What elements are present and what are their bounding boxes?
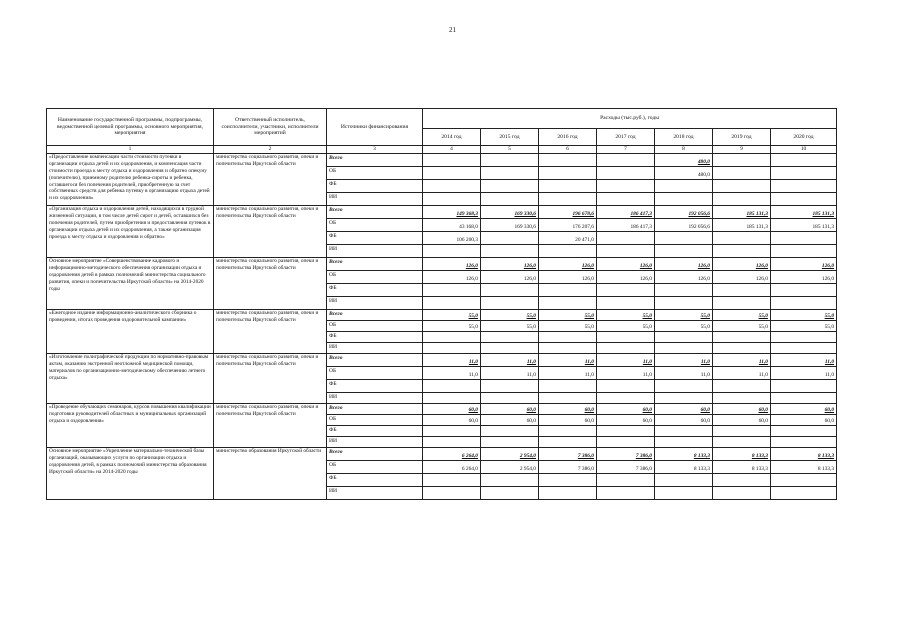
expense-value	[597, 154, 655, 167]
expense-value: 60,0	[771, 404, 837, 415]
expense-value	[597, 332, 655, 343]
table-row	[47, 206, 837, 219]
funding-source: ФБ	[327, 426, 423, 437]
expense-value: 60,0	[655, 415, 713, 426]
expense-value	[771, 193, 837, 206]
expense-value	[423, 332, 481, 343]
expense-value	[771, 343, 837, 354]
expense-value: 6 264,0	[423, 461, 481, 474]
funding-source: Всего	[327, 354, 423, 367]
header-year: 2019 год	[713, 129, 771, 146]
expense-value	[713, 167, 771, 180]
funding-source: ИИ	[327, 437, 423, 448]
expense-value	[597, 297, 655, 310]
column-number: 4	[423, 146, 481, 154]
expense-value	[423, 393, 481, 404]
expense-value: 186 417,3	[597, 219, 655, 232]
expense-value: 126,0	[655, 271, 713, 284]
expense-value	[423, 180, 481, 193]
expense-value: 6 264,0	[423, 448, 481, 461]
expense-value	[771, 487, 837, 500]
expense-value	[655, 180, 713, 193]
expense-value	[655, 426, 713, 437]
measure-name: «Ежегодное издание информационно-аналитического сборника о проведении, итогах проведения оздоровительной кампании»	[47, 310, 214, 354]
funding-source: Всего	[327, 206, 423, 219]
table-row	[47, 310, 837, 321]
expense-value	[655, 245, 713, 258]
expense-value: 169 330,6	[481, 206, 539, 219]
expense-value: 176 207,6	[539, 219, 597, 232]
funding-source: ОБ	[327, 167, 423, 180]
responsible-executor: министерство социального развития, опеки и попечительства Иркутской области	[214, 206, 327, 258]
expense-value	[771, 380, 837, 393]
table-row	[47, 354, 837, 367]
expense-value	[423, 284, 481, 297]
expense-value: 126,0	[539, 258, 597, 271]
expense-value: 55,0	[481, 310, 539, 321]
expense-value	[771, 474, 837, 487]
funding-source: ОБ	[327, 461, 423, 474]
expense-value	[713, 487, 771, 500]
expense-value	[423, 487, 481, 500]
expense-value	[597, 232, 655, 245]
expense-value: 11,0	[481, 354, 539, 367]
expense-value: 480,0	[655, 154, 713, 167]
expense-value: 55,0	[481, 321, 539, 332]
expense-value: 7 386,0	[597, 461, 655, 474]
expense-value: 8 133,3	[713, 461, 771, 474]
expense-value: 8 133,3	[771, 461, 837, 474]
expense-value	[539, 193, 597, 206]
responsible-executor: министерство социального развития, опеки и попечительства Иркутской области	[214, 258, 327, 310]
table-row	[47, 258, 837, 271]
funding-source: ФБ	[327, 232, 423, 245]
measure-name: «Предоставление компенсации части стоимости путевки в организации отдыха детей и их оздоровления, и компенсация части стоимости проезда к месту отдыха и оздоровления и обратно опекуну (попечителю), приемному родителю ребенка-сироты и ребенка, оставшегося без попечения родителей, приобретенную за счет собственных средств для ребенка путевку в организацию отдыха детей и их оздоровления»	[47, 154, 214, 206]
expense-value	[481, 474, 539, 487]
expense-value	[539, 284, 597, 297]
expense-value: 60,0	[539, 404, 597, 415]
expense-value: 11,0	[655, 367, 713, 380]
funding-source: ИИ	[327, 297, 423, 310]
expense-value	[539, 245, 597, 258]
expense-value: 55,0	[771, 310, 837, 321]
expense-value	[481, 193, 539, 206]
expense-value: 55,0	[655, 321, 713, 332]
expense-value: 126,0	[713, 271, 771, 284]
header-year: 2016 год	[539, 129, 597, 146]
header-responsible: Ответственный исполнитель, соисполнители, участники, исполнители мероприятий	[214, 109, 327, 146]
expense-value: 11,0	[539, 354, 597, 367]
expense-value	[481, 437, 539, 448]
expense-value: 43 168,0	[423, 219, 481, 232]
expense-value: 2 954,0	[481, 461, 539, 474]
expense-value: 185 131,3	[771, 206, 837, 219]
expense-value	[539, 180, 597, 193]
expense-value: 196 678,6	[539, 206, 597, 219]
expense-value	[771, 437, 837, 448]
expense-value: 126,0	[481, 271, 539, 284]
funding-source: ФБ	[327, 180, 423, 193]
expense-value	[423, 380, 481, 393]
expense-value	[423, 167, 481, 180]
responsible-executor: министерство социального развития, опеки и попечительства Иркутской области	[214, 404, 327, 448]
expense-value: 55,0	[713, 310, 771, 321]
expense-value	[481, 332, 539, 343]
expense-value	[713, 380, 771, 393]
expense-value	[597, 193, 655, 206]
funding-source: ФБ	[327, 380, 423, 393]
expense-value: 11,0	[597, 354, 655, 367]
header-year: 2014 год	[423, 129, 481, 146]
expense-value	[481, 297, 539, 310]
expense-value	[423, 245, 481, 258]
expense-value: 60,0	[771, 415, 837, 426]
funding-source: ФБ	[327, 474, 423, 487]
expense-value: 60,0	[481, 404, 539, 415]
expense-value	[539, 297, 597, 310]
column-number: 5	[481, 146, 539, 154]
expense-value	[539, 393, 597, 404]
expense-value	[423, 474, 481, 487]
column-number: 9	[713, 146, 771, 154]
responsible-executor: министерство социального развития, опеки и попечительства Иркутской области	[214, 154, 327, 206]
column-number: 1	[47, 146, 214, 154]
measure-name: «Проведение обучающих семинаров, курсов повышения квалификации подготовки руководителей областных и муниципальных организаций отдыха и оздоровления»	[47, 404, 214, 448]
header-source: Источники финансирования	[327, 109, 423, 146]
funding-source: Всего	[327, 154, 423, 167]
expense-value	[655, 232, 713, 245]
expense-value	[713, 154, 771, 167]
expense-value: 55,0	[539, 310, 597, 321]
expense-value	[481, 284, 539, 297]
expense-value: 185 131,3	[713, 219, 771, 232]
expense-value	[771, 284, 837, 297]
expense-value	[655, 343, 713, 354]
expense-value: 60,0	[597, 415, 655, 426]
expense-value	[539, 154, 597, 167]
expense-value: 149 368,3	[423, 206, 481, 219]
table-row	[47, 404, 837, 415]
expense-value: 60,0	[655, 404, 713, 415]
expense-value	[771, 167, 837, 180]
table-row	[47, 154, 837, 167]
expense-value	[655, 437, 713, 448]
funding-source: ФБ	[327, 332, 423, 343]
funding-source: ИИ	[327, 487, 423, 500]
expense-value: 126,0	[655, 258, 713, 271]
expense-value	[481, 232, 539, 245]
expense-value: 126,0	[597, 258, 655, 271]
expense-value: 60,0	[597, 404, 655, 415]
expense-value	[713, 193, 771, 206]
expense-value	[597, 343, 655, 354]
expense-value: 192 056,6	[655, 206, 713, 219]
expense-value	[655, 474, 713, 487]
column-number: 7	[597, 146, 655, 154]
funding-source: ОБ	[327, 271, 423, 284]
budget-table	[46, 108, 837, 500]
expense-value	[771, 232, 837, 245]
expense-value	[481, 393, 539, 404]
expense-value: 60,0	[713, 415, 771, 426]
header-year: 2017 год	[597, 129, 655, 146]
expense-value	[713, 284, 771, 297]
expense-value: 126,0	[713, 258, 771, 271]
expense-value	[481, 380, 539, 393]
expense-value: 186 417,3	[597, 206, 655, 219]
column-number: 2	[214, 146, 327, 154]
funding-source: ИИ	[327, 245, 423, 258]
expense-value	[771, 393, 837, 404]
expense-value	[771, 297, 837, 310]
expense-value	[481, 167, 539, 180]
expense-value	[423, 437, 481, 448]
table-row	[47, 448, 837, 461]
expense-value: 8 133,3	[771, 448, 837, 461]
expense-value	[713, 474, 771, 487]
expense-value: 11,0	[423, 354, 481, 367]
funding-source: ИИ	[327, 193, 423, 206]
funding-source: Всего	[327, 404, 423, 415]
expense-value	[597, 393, 655, 404]
expense-value	[713, 180, 771, 193]
expense-value	[481, 245, 539, 258]
expense-value: 11,0	[771, 367, 837, 380]
funding-source: ОБ	[327, 321, 423, 332]
expense-value: 55,0	[597, 310, 655, 321]
expense-value	[655, 487, 713, 500]
expense-value: 126,0	[481, 258, 539, 271]
funding-source: ИИ	[327, 343, 423, 354]
expense-value: 55,0	[655, 310, 713, 321]
expense-value	[423, 426, 481, 437]
expense-value	[481, 487, 539, 500]
expense-value	[597, 487, 655, 500]
expense-value: 7 386,0	[597, 448, 655, 461]
funding-source: ОБ	[327, 367, 423, 380]
expense-value: 7 386,0	[539, 461, 597, 474]
expense-value	[539, 474, 597, 487]
expense-value: 55,0	[597, 321, 655, 332]
responsible-executor: министерство образования Иркутской области	[214, 448, 327, 500]
measure-name: Основное мероприятие «Укрепление материально-технической базы организаций, оказывающих услуги по организации отдыха и оздоровления детей, в рамках полномочий министерства образования Иркутской области» на 2014-2020 годы	[47, 448, 214, 500]
expense-value: 8 133,3	[655, 448, 713, 461]
header-expenses: Расходы (тыс.руб.), годы	[423, 109, 837, 129]
expense-value: 169 330,6	[481, 219, 539, 232]
expense-value	[597, 474, 655, 487]
expense-value: 60,0	[539, 415, 597, 426]
expense-value	[539, 380, 597, 393]
expense-value: 126,0	[423, 271, 481, 284]
column-number: 3	[327, 146, 423, 154]
expense-value	[771, 180, 837, 193]
expense-value: 60,0	[423, 404, 481, 415]
expense-value: 8 133,3	[713, 448, 771, 461]
expense-value: 60,0	[713, 404, 771, 415]
expense-value	[481, 426, 539, 437]
expense-value	[597, 437, 655, 448]
measure-name: Основное мероприятие «Совершенствование кадрового и информационно-методического обеспечения организации отдыха и оздоровления детей в рамках полномочий министерства социального развития, опеки и попечительства Иркутской области» на 2014-2020 годы	[47, 258, 214, 310]
measure-name: «Изготовление полиграфической продукции по нормативно-правовым актам, оказанию экстренной неотложной медицинской помощи, материалов по организационно-методическому обеспечению летнего отдыха»	[47, 354, 214, 404]
expense-value: 11,0	[655, 354, 713, 367]
expense-value: 11,0	[481, 367, 539, 380]
expense-value: 20 471,0	[539, 232, 597, 245]
expense-value	[539, 426, 597, 437]
funding-source: ИИ	[327, 393, 423, 404]
expense-value	[713, 297, 771, 310]
expense-value: 106 200,3	[423, 232, 481, 245]
header-year: 2015 год	[481, 129, 539, 146]
expense-value: 11,0	[713, 354, 771, 367]
column-number: 10	[771, 146, 837, 154]
expense-value: 126,0	[423, 258, 481, 271]
expense-value	[597, 245, 655, 258]
expense-value: 11,0	[423, 367, 481, 380]
funding-source: ОБ	[327, 415, 423, 426]
expense-value: 185 131,3	[771, 219, 837, 232]
responsible-executor: министерство социального развития, опеки и попечительства Иркутской области	[214, 310, 327, 354]
funding-source: Всего	[327, 310, 423, 321]
column-number: 6	[539, 146, 597, 154]
expense-value	[713, 426, 771, 437]
expense-value: 11,0	[713, 367, 771, 380]
expense-value	[713, 332, 771, 343]
expense-value: 7 386,0	[539, 448, 597, 461]
expense-value	[539, 343, 597, 354]
expense-value: 55,0	[539, 321, 597, 332]
expense-value: 8 133,3	[655, 461, 713, 474]
expense-value: 55,0	[713, 321, 771, 332]
header-year: 2020 год	[771, 129, 837, 146]
expense-value	[481, 343, 539, 354]
expense-value: 126,0	[539, 271, 597, 284]
expense-value	[481, 154, 539, 167]
expense-value	[597, 167, 655, 180]
expense-value: 11,0	[597, 367, 655, 380]
header-name: Наименование государственной программы, подпрограммы, ведомственной целевой программы, основного мероприятия, мероприятия	[47, 109, 214, 146]
expense-value	[713, 232, 771, 245]
expense-value	[655, 393, 713, 404]
expense-value	[539, 167, 597, 180]
expense-value: 480,0	[655, 167, 713, 180]
expense-value	[423, 193, 481, 206]
expense-value	[771, 426, 837, 437]
expense-value	[597, 180, 655, 193]
expense-value	[539, 437, 597, 448]
expense-value	[539, 487, 597, 500]
expense-value: 185 131,3	[713, 206, 771, 219]
expense-value: 60,0	[423, 415, 481, 426]
funding-source: Всего	[327, 448, 423, 461]
column-number: 8	[655, 146, 713, 154]
header-year: 2018 год	[655, 129, 713, 146]
funding-source: ФБ	[327, 284, 423, 297]
expense-value	[655, 332, 713, 343]
expense-value: 2 954,0	[481, 448, 539, 461]
expense-value: 126,0	[771, 258, 837, 271]
expense-value: 11,0	[771, 354, 837, 367]
measure-name: «Организация отдыха и оздоровления детей, находящихся в трудной жизненной ситуации, в том числе детей сирот и детей, оставшихся без попечения родителей, путем приобретения и предоставления путевок в организации отдыха детей и их оздоровления, а также организация проезда к месту отдыха и оздоровления и обратно»	[47, 206, 214, 258]
responsible-executor: министерство социального развития, опеки и попечительства Иркутской области	[214, 354, 327, 404]
expense-value: 126,0	[771, 271, 837, 284]
funding-source: ОБ	[327, 219, 423, 232]
expense-value	[597, 284, 655, 297]
expense-value	[597, 380, 655, 393]
expense-value	[713, 343, 771, 354]
expense-value: 192 056,6	[655, 219, 713, 232]
expense-value	[539, 332, 597, 343]
funding-source: Всего	[327, 258, 423, 271]
expense-value	[713, 245, 771, 258]
expense-value: 60,0	[481, 415, 539, 426]
expense-value	[423, 297, 481, 310]
expense-value	[481, 180, 539, 193]
expense-value	[655, 284, 713, 297]
expense-value	[771, 245, 837, 258]
expense-value	[771, 332, 837, 343]
expense-value: 55,0	[771, 321, 837, 332]
expense-value	[423, 154, 481, 167]
expense-value	[713, 393, 771, 404]
expense-value	[655, 297, 713, 310]
expense-value: 126,0	[597, 271, 655, 284]
expense-value	[597, 426, 655, 437]
expense-value	[771, 154, 837, 167]
expense-value: 55,0	[423, 310, 481, 321]
expense-value	[713, 437, 771, 448]
page-number: 21	[449, 26, 456, 34]
expense-value	[423, 343, 481, 354]
expense-value	[655, 193, 713, 206]
expense-value	[655, 380, 713, 393]
expense-value: 55,0	[423, 321, 481, 332]
expense-value: 11,0	[539, 367, 597, 380]
